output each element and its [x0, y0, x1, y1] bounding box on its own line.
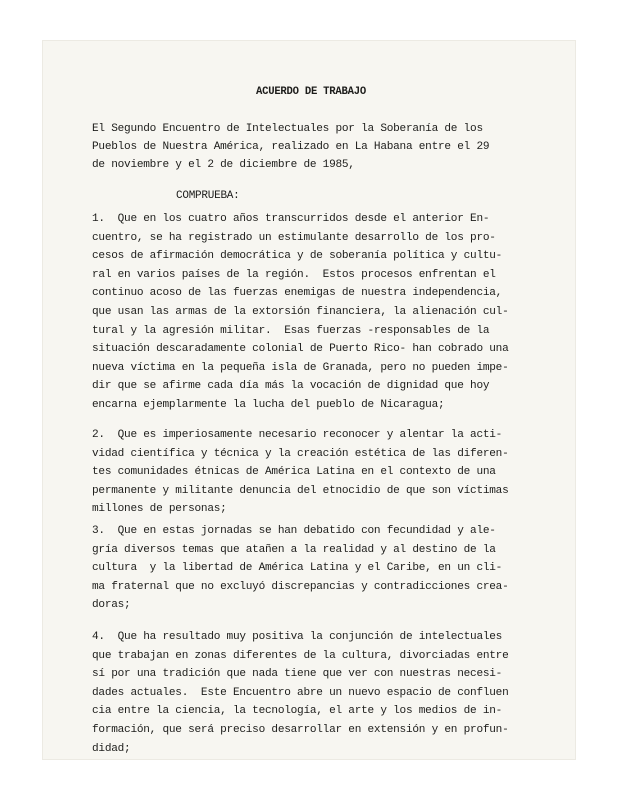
- paragraph-line: que trabajan en zonas diferentes de la cultura, divorciadas entre: [92, 649, 509, 662]
- paragraph-line: didad;: [92, 742, 131, 755]
- paragraph-line: gría diversos temas que atañen a la realidad y al destino de la: [92, 543, 496, 556]
- paragraph-line: situación descaradamente colonial de Puerto Rico- han cobrado una: [92, 343, 509, 356]
- paragraph-line: cesos de afirmación democrática y de soberanía política y cultu-: [92, 250, 503, 263]
- paragraph-line: cia entre la ciencia, la tecnología, el arte y los medios de in-: [92, 705, 503, 718]
- paragraph-line: sí por una tradición que nada tiene que ver con nuestras necesi-: [92, 668, 503, 681]
- paragraph-line: doras;: [92, 599, 131, 612]
- paragraph-line: vidad científica y técnica y la creación estética de las diferen-: [92, 447, 509, 460]
- document-title: ACUERDO DE TRABAJO: [256, 86, 366, 98]
- paragraph-line: encarna ejemplarmente la lucha del pueblo de Nicaragua;: [92, 398, 445, 411]
- paragraph-4: [92, 628, 552, 758]
- paragraph-line: tes comunidades étnicas de América Latina en el contexto de una: [92, 466, 496, 479]
- paragraph-line: 4. Que ha resultado muy positiva la conjunción de intelectuales: [92, 631, 503, 643]
- paragraph-3: [92, 522, 552, 615]
- paragraph-line: continuo acoso de las fuerzas enemigas de nuestra independencia,: [92, 287, 503, 300]
- paragraph-line: dades actuales. Este Encuentro abre un nuevo espacio de confluen: [92, 686, 509, 699]
- intro-paragraph: [92, 120, 552, 174]
- paragraph-line: 1. Que en los cuatro años transcurridos desde el anterior En-: [92, 213, 490, 225]
- paragraph-line: nueva víctima en la pequeña isla de Granada, pero no pueden impe-: [92, 361, 509, 374]
- paragraph-line: ma fraternal que no excluyó discrepancias y contradicciones crea-: [92, 580, 509, 593]
- paragraph-line: millones de personas;: [92, 503, 227, 516]
- intro-line: El Segundo Encuentro de Intelectuales por la Soberanía de los: [92, 123, 483, 135]
- paragraph-2: [92, 426, 552, 519]
- intro-line: de noviembre y el 2 de diciembre de 1985,: [92, 159, 355, 171]
- paragraph-line: cultura y la libertad de América Latina y el Caribe, en un cli-: [92, 562, 503, 575]
- section-heading: COMPRUEBA:: [176, 190, 240, 202]
- paragraph-1: [92, 210, 552, 415]
- intro-line: Pueblos de Nuestra América, realizado en La Habana entre el 29: [92, 141, 490, 153]
- paragraph-line: dir que se afirme cada día más la vocación de dignidad que hoy: [92, 380, 490, 393]
- paragraph-line: formación, que será preciso desarrollar en extensión y en profun-: [92, 723, 509, 736]
- paragraph-line: cuentro, se ha registrado un estimulante desarrollo de los pro-: [92, 231, 496, 244]
- paragraph-line: ral en varios países de la región. Estos procesos enfrentan el: [92, 268, 496, 281]
- paragraph-line: 3. Que en estas jornadas se han debatido con fecundidad y ale-: [92, 525, 496, 537]
- paragraph-line: 2. Que es imperiosamente necesario reconocer y alentar la acti-: [92, 429, 503, 441]
- paragraph-line: tural y la agresión militar. Esas fuerzas -responsables de la: [92, 324, 490, 337]
- paragraph-line: que usan las armas de la extorsión financiera, la alienación cul-: [92, 305, 509, 318]
- paragraph-line: permanente y militante denuncia del etnocidio de que son víctimas: [92, 484, 509, 497]
